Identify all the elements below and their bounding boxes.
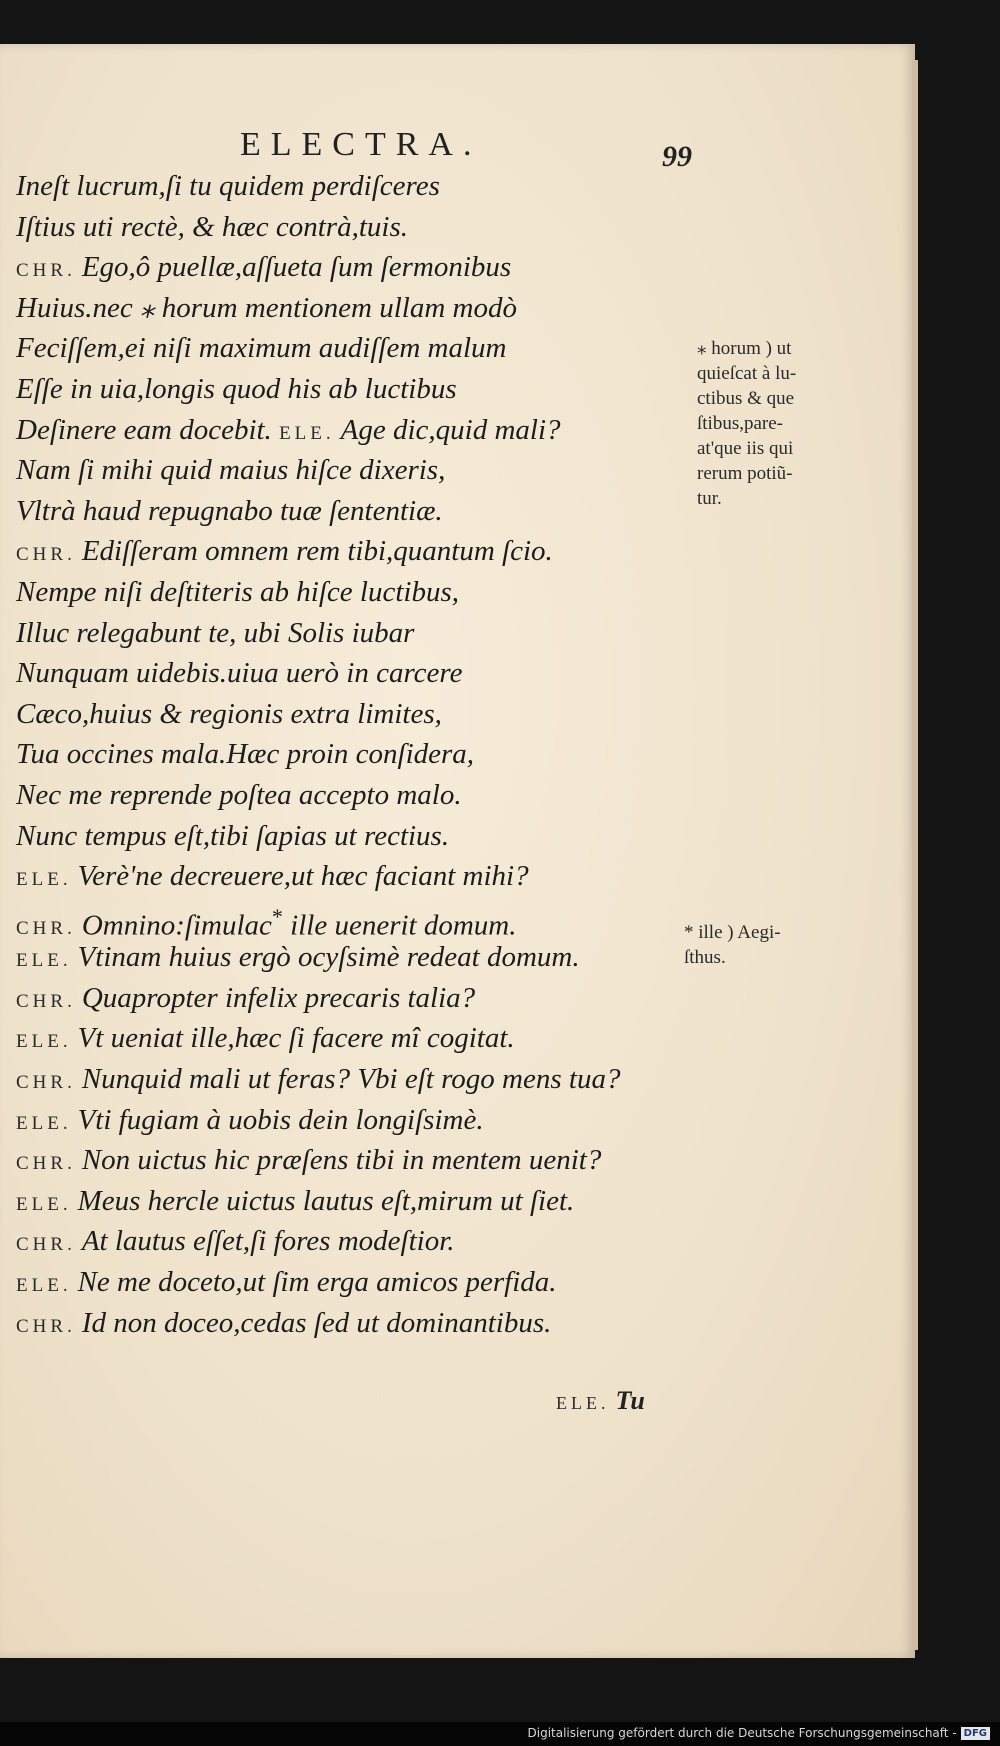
line-text: Ne me doceto,ut ſim erga amicos perfida.	[77, 1266, 557, 1299]
line-text: Cæco,huius & regionis extra limites,	[16, 697, 442, 730]
catchword	[556, 1386, 645, 1416]
running-title: ELECTRA.	[240, 126, 482, 163]
verse-line	[16, 1059, 676, 1100]
verse-line	[16, 328, 676, 369]
verse-line	[16, 1262, 676, 1303]
verse-line	[16, 1221, 676, 1262]
verse-line	[16, 1303, 676, 1344]
verse-line	[16, 491, 676, 532]
dfg-logo: DFG	[961, 1727, 990, 1740]
line-text: Nempe niſi deſtiteris ab hiſce luctibus,	[16, 575, 459, 608]
line-text: Deſinere eam docebit.	[16, 413, 272, 446]
page-edge	[912, 60, 918, 1650]
line-text: ille uenerit domum.	[282, 909, 517, 942]
line-text: Omnino:ſimulac	[81, 909, 272, 942]
funding-footer	[528, 1726, 991, 1740]
verse-line	[16, 613, 676, 654]
line-text: Age dic,quid mali?	[340, 413, 561, 446]
verse-line	[16, 1140, 676, 1181]
speaker-label: ELE.	[16, 869, 72, 891]
line-text: Id non doceo,cedas ſed ut dominantibus.	[81, 1306, 552, 1339]
line-text: Non uictus hic præſens tibi in mentem uenit?	[81, 1144, 602, 1177]
verse-line	[16, 288, 676, 329]
line-text: At lautus eſſet,ſi fores modeſtior.	[81, 1225, 455, 1258]
verse-line	[16, 1018, 676, 1059]
verse-line	[16, 734, 676, 775]
speaker-label: ELE.	[16, 1193, 72, 1215]
line-text: Vt ueniat ille,hæc ſi facere mî cogitat.	[77, 1022, 515, 1055]
speaker-label: CHR.	[16, 544, 76, 566]
line-text: Nam ſi mihi quid maius hiſce dixeris,	[16, 454, 446, 487]
verse-text	[16, 166, 676, 1343]
verse-line	[16, 1100, 676, 1141]
marginal-note: ⁎ horum ) ut quieſcat à lu- ctibus & que ſtibus,pare- at'que iis qui rerum potiũ- tur.	[697, 338, 797, 509]
line-text: Illuc relegabunt te, ubi Solis iubar	[16, 616, 415, 649]
speaker-label: ELE.	[16, 950, 72, 972]
line-text: Nunquid mali ut feras? Vbi eſt rogo mens tua?	[81, 1063, 621, 1096]
verse-line	[16, 450, 676, 491]
verse-line	[16, 247, 676, 288]
verse-line	[16, 856, 676, 897]
line-text: Verè'ne decreuere,ut hæc faciant mihi?	[77, 860, 529, 893]
line-text: Ego,ô puellæ,aſſueta ſum ſermonibus	[81, 251, 512, 284]
footer-text: Digitalisierung gefördert durch die Deutsche Forschungsgemeinschaft -	[527, 1726, 957, 1740]
line-text: Nec me reprende poſtea accepto malo.	[16, 778, 462, 811]
line-text: Tua occines mala.Hæc proin conſidera,	[16, 738, 475, 771]
verse-line	[16, 653, 676, 694]
verse-line	[16, 937, 676, 978]
verse-line	[16, 410, 676, 451]
speaker-label: CHR.	[16, 918, 76, 940]
speaker-label: CHR.	[16, 990, 76, 1012]
verse-line	[16, 897, 676, 942]
line-text: Iſtius uti rectè, & hæc contrà,tuis.	[16, 210, 408, 243]
line-text: Quapropter infelix precaris talia?	[81, 981, 476, 1014]
speaker-label: ELE.	[279, 422, 335, 444]
speaker-label: ELE.	[16, 1112, 72, 1134]
speaker-label: ELE.	[16, 1275, 72, 1297]
speaker-label: CHR.	[16, 1234, 76, 1256]
speaker-label: CHR.	[16, 1153, 76, 1175]
catchword-text: Tu	[615, 1386, 645, 1415]
line-text: Ediſſeram omnem rem tibi,quantum ſcio.	[81, 535, 553, 568]
verse-line	[16, 1181, 676, 1222]
line-text: Vtinam huius ergò ocyſsimè redeat domum.	[77, 941, 580, 974]
verse-line	[16, 572, 676, 613]
verse-line	[16, 694, 676, 735]
verse-line	[16, 369, 676, 410]
line-text: Feciſſem,ei niſi maximum audiſſem malum	[16, 332, 507, 365]
page-number: 99	[662, 140, 692, 173]
speaker-label: CHR.	[16, 260, 76, 282]
verse-line	[16, 816, 676, 857]
line-text: Vltrà haud repugnabo tuæ ſententiæ.	[16, 494, 443, 527]
verse-line	[16, 775, 676, 816]
verse-line	[16, 531, 676, 572]
speaker-label: ELE.	[16, 1031, 72, 1053]
line-text: Ineſt lucrum,ſi tu quidem perdiſceres	[16, 170, 440, 202]
line-text: Huius.nec ⁎ horum mentionem ullam modò	[16, 291, 518, 324]
note-reference-mark: *	[271, 903, 283, 929]
marginal-note: * ille ) Aegi- ſthus.	[684, 922, 781, 968]
verse-line	[16, 207, 676, 248]
speaker-label: CHR.	[16, 1315, 76, 1337]
line-text: Vti fugiam à uobis dein longiſsimè.	[77, 1103, 484, 1136]
line-text: Eſſe in uia,longis quod his ab luctibus	[16, 372, 457, 405]
line-text: Nunc tempus eſt,tibi ſapias ut rectius.	[16, 819, 450, 852]
line-text: Nunquam uidebis.uiua uerò in carcere	[16, 657, 463, 690]
verse-line	[16, 978, 676, 1019]
speaker-label: CHR.	[16, 1072, 76, 1094]
verse-line	[16, 166, 676, 207]
line-text: Meus hercle uictus lautus eſt,mirum ut ſiet.	[77, 1184, 575, 1217]
speaker-label: ELE.	[556, 1393, 610, 1413]
